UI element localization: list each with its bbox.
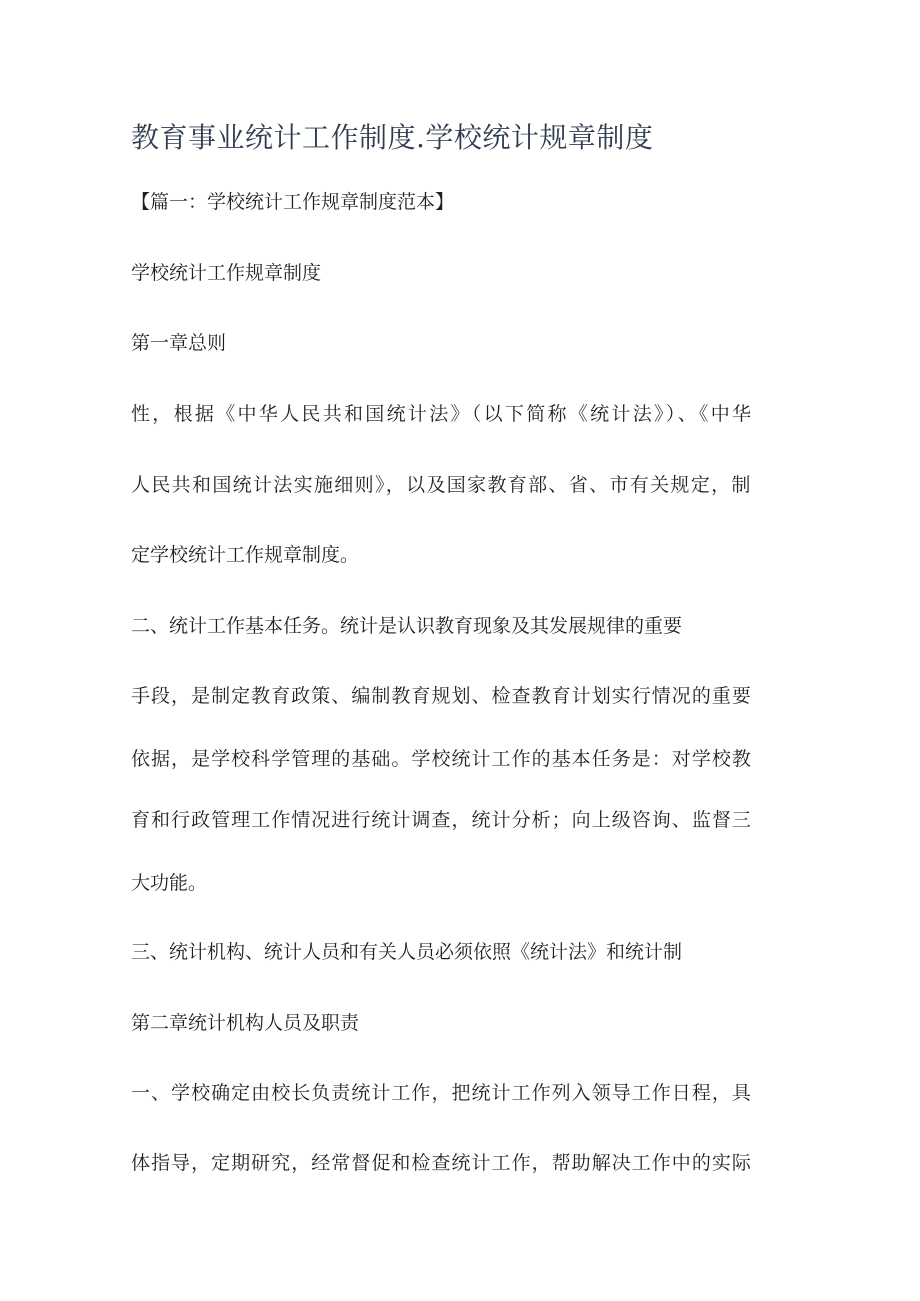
paragraph-line: 一、学校确定由校长负责统计工作，把统计工作列入领导工作日程，具 xyxy=(131,1082,752,1104)
paragraph-line: 大功能。 xyxy=(131,872,208,894)
chapter-heading: 第一章总则 xyxy=(131,332,227,354)
paragraph-line: 育和行政管理工作情况进行统计调查，统计分析；向上级咨询、监督三 xyxy=(131,809,752,831)
paragraph-line: 手段，是制定教育政策、编制教育规划、检查教育计划实行情况的重要 xyxy=(131,685,752,707)
chapter-heading: 第二章统计机构人员及职责 xyxy=(131,1012,360,1034)
paragraph-line: 性，根据《中华人民共和国统计法》（以下简称《统计法》）、《中华 xyxy=(131,403,754,425)
paragraph-line: 依据，是学校科学管理的基础。学校统计工作的基本任务是：对学校教 xyxy=(131,748,752,770)
paragraph-line: 定学校统计工作规章制度。 xyxy=(131,544,360,566)
paragraph-line: 体指导，定期研究，经常督促和检查统计工作，帮助解决工作中的实际 xyxy=(131,1152,752,1174)
section-heading: 【篇一：学校统计工作规章制度范本】 xyxy=(131,191,455,213)
paragraph-line: 三、统计机构、统计人员和有关人员必须依照《统计法》和统计制 xyxy=(131,941,683,963)
paragraph-line: 二、统计工作基本任务。统计是认识教育现象及其发展规律的重要 xyxy=(131,615,683,637)
paragraph-line: 人民共和国统计法实施细则》，以及国家教育部、省、市有关规定，制 xyxy=(131,474,752,496)
subtitle-line: 学校统计工作规章制度 xyxy=(131,262,322,284)
document-title: 教育事业统计工作制度.学校统计规章制度 xyxy=(131,121,654,154)
